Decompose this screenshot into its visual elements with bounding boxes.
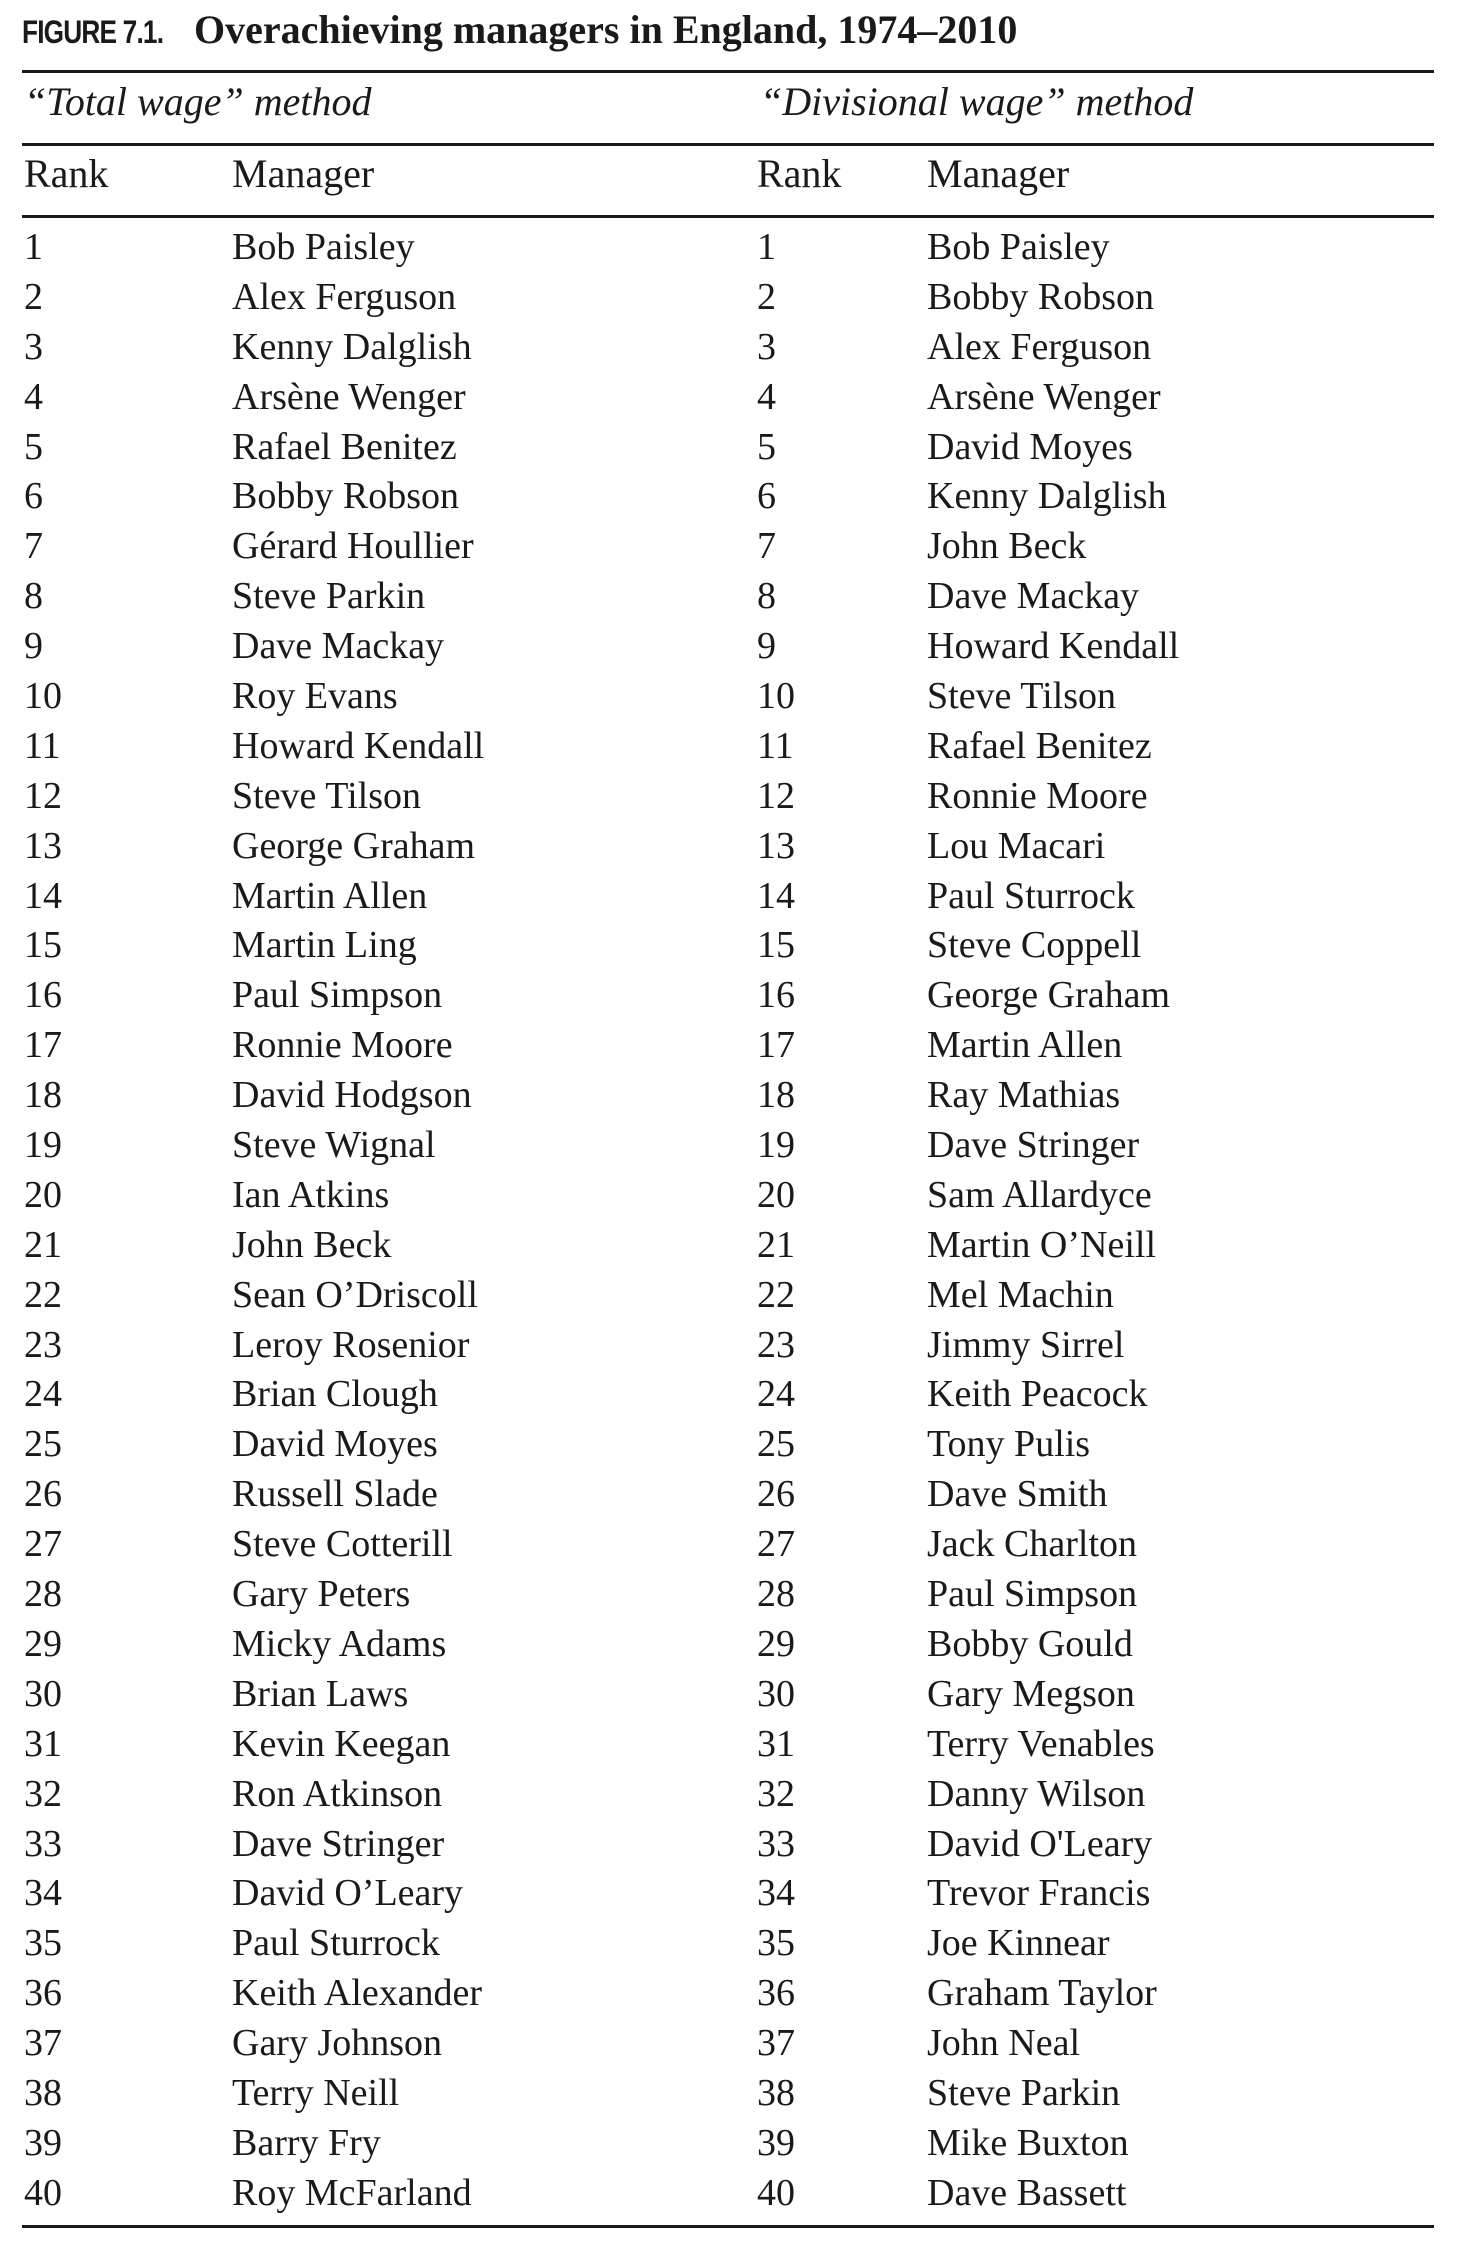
- rank-divisional-wage: 10: [757, 675, 795, 718]
- rank-divisional-wage: 1: [757, 226, 776, 268]
- table-row: [22, 1918, 1434, 1968]
- rank-total-wage: 31: [24, 1722, 62, 1765]
- rank-divisional-wage: 35: [757, 1922, 795, 1965]
- table-row: [22, 372, 1434, 422]
- rank-total-wage: 29: [24, 1622, 62, 1665]
- manager-divisional-wage: Sam Allardyce: [927, 1173, 1152, 1216]
- manager-total-wage: Steve Wignal: [232, 1124, 436, 1167]
- rank-divisional-wage: 36: [757, 1972, 795, 2015]
- bottom-rule: [22, 2225, 1434, 2228]
- table-row: [22, 1868, 1434, 1918]
- manager-divisional-wage: Dave Mackay: [927, 575, 1140, 618]
- manager-total-wage: Russell Slade: [232, 1473, 438, 1516]
- table-row: [22, 1769, 1434, 1819]
- rank-divisional-wage: 16: [757, 974, 795, 1017]
- manager-total-wage: Steve Cotterill: [232, 1523, 453, 1566]
- figure-title: Overachieving managers in England, 1974–2010: [194, 7, 1018, 52]
- manager-divisional-wage: Paul Simpson: [927, 1573, 1138, 1616]
- table-row: [22, 2018, 1434, 2068]
- manager-divisional-wage: Keith Peacock: [927, 1373, 1148, 1416]
- rank-total-wage: 11: [24, 724, 61, 767]
- manager-divisional-wage: Danny Wilson: [927, 1772, 1146, 1815]
- rank-divisional-wage: 2: [757, 275, 776, 318]
- table-row: [22, 1070, 1434, 1120]
- rank-total-wage: 22: [24, 1273, 62, 1316]
- rank-divisional-wage: 13: [757, 824, 795, 867]
- rank-total-wage: 25: [24, 1423, 62, 1466]
- manager-divisional-wage: Steve Coppell: [927, 924, 1142, 967]
- rank-divisional-wage: 38: [757, 2071, 795, 2114]
- manager-divisional-wage: Ray Mathias: [927, 1074, 1121, 1117]
- table-row: [22, 1619, 1434, 1669]
- manager-total-wage: Roy McFarland: [232, 2171, 472, 2214]
- manager-total-wage: Roy Evans: [232, 675, 398, 718]
- rank-total-wage: 8: [24, 575, 43, 618]
- manager-total-wage: Gérard Houllier: [232, 525, 474, 568]
- rank-divisional-wage: 7: [757, 525, 776, 568]
- column-header-rank-right: Rank: [757, 151, 842, 196]
- table-row: [22, 821, 1434, 871]
- rank-divisional-wage: 19: [757, 1124, 795, 1167]
- manager-total-wage: Arsène Wenger: [232, 375, 466, 418]
- rank-total-wage: 23: [24, 1323, 62, 1366]
- table-row: [22, 721, 1434, 771]
- manager-total-wage: David Hodgson: [232, 1074, 472, 1117]
- manager-total-wage: Ian Atkins: [232, 1173, 390, 1216]
- rank-total-wage: 28: [24, 1573, 62, 1616]
- table-row: [22, 970, 1434, 1020]
- table-row: [22, 1519, 1434, 1569]
- rank-divisional-wage: 23: [757, 1323, 795, 1366]
- manager-divisional-wage: Dave Smith: [927, 1473, 1108, 1516]
- spanner-rule: [22, 143, 1434, 146]
- manager-total-wage: Micky Adams: [232, 1622, 447, 1665]
- manager-total-wage: Steve Tilson: [232, 774, 422, 817]
- manager-total-wage: David Moyes: [232, 1423, 438, 1466]
- rank-divisional-wage: 24: [757, 1373, 795, 1416]
- table-row: [22, 222, 1434, 272]
- table-row: [22, 1719, 1434, 1769]
- manager-total-wage: Sean O’Driscoll: [232, 1273, 478, 1316]
- manager-divisional-wage: George Graham: [927, 974, 1171, 1017]
- method-header-total-wage: “Total wage” method: [24, 79, 372, 124]
- manager-divisional-wage: Jimmy Sirrel: [927, 1323, 1125, 1366]
- rank-divisional-wage: 4: [757, 375, 776, 418]
- figure-label: FIGURE 7.1.: [22, 14, 164, 50]
- manager-divisional-wage: David O'Leary: [927, 1822, 1153, 1865]
- rank-divisional-wage: 12: [757, 774, 795, 817]
- figure-caption: [22, 6, 1017, 52]
- rank-total-wage: 16: [24, 974, 62, 1017]
- rank-total-wage: 15: [24, 924, 62, 967]
- table-row: [22, 1819, 1434, 1869]
- rank-divisional-wage: 32: [757, 1772, 795, 1815]
- rank-total-wage: 34: [24, 1872, 62, 1915]
- manager-divisional-wage: Gary Megson: [927, 1672, 1135, 1715]
- manager-total-wage: Paul Simpson: [232, 974, 443, 1017]
- table-row: [22, 920, 1434, 970]
- rank-divisional-wage: 40: [757, 2171, 795, 2214]
- manager-divisional-wage: Steve Parkin: [927, 2071, 1121, 2114]
- manager-total-wage: Rafael Benitez: [232, 425, 457, 468]
- manager-divisional-wage: Bobby Robson: [927, 275, 1154, 318]
- manager-divisional-wage: David Moyes: [927, 425, 1133, 468]
- rank-divisional-wage: 25: [757, 1423, 795, 1466]
- table-row: [22, 1120, 1434, 1170]
- manager-total-wage: Martin Allen: [232, 874, 428, 917]
- rank-total-wage: 9: [24, 625, 43, 668]
- rank-total-wage: 14: [24, 874, 62, 917]
- manager-total-wage: Kenny Dalglish: [232, 325, 472, 368]
- table-row: [22, 871, 1434, 921]
- rank-total-wage: 13: [24, 824, 62, 867]
- manager-divisional-wage: Jack Charlton: [927, 1523, 1138, 1566]
- table-row: [22, 471, 1434, 521]
- manager-total-wage: Alex Ferguson: [232, 275, 457, 318]
- rank-total-wage: 26: [24, 1473, 62, 1516]
- manager-total-wage: Gary Peters: [232, 1573, 411, 1616]
- rank-total-wage: 18: [24, 1074, 62, 1117]
- table-row: [22, 521, 1434, 571]
- rank-divisional-wage: 30: [757, 1672, 795, 1715]
- rank-divisional-wage: 3: [757, 325, 776, 368]
- rank-divisional-wage: 21: [757, 1223, 795, 1266]
- manager-divisional-wage: Mike Buxton: [927, 2121, 1129, 2164]
- manager-divisional-wage: Mel Machin: [927, 1273, 1114, 1316]
- manager-divisional-wage: Martin Allen: [927, 1024, 1123, 1067]
- rank-divisional-wage: 37: [757, 2022, 795, 2065]
- rank-total-wage: 39: [24, 2121, 62, 2164]
- manager-total-wage: Brian Clough: [232, 1373, 438, 1416]
- table-row: [22, 1569, 1434, 1619]
- table-row: [22, 1270, 1434, 1320]
- table-row: [22, 1220, 1434, 1270]
- rank-total-wage: 1: [24, 226, 43, 268]
- table-row: [22, 1170, 1434, 1220]
- manager-divisional-wage: Martin O’Neill: [927, 1223, 1157, 1266]
- manager-divisional-wage: Joe Kinnear: [927, 1922, 1110, 1965]
- manager-divisional-wage: Ronnie Moore: [927, 774, 1148, 817]
- manager-total-wage: John Beck: [232, 1223, 392, 1266]
- manager-divisional-wage: Tony Pulis: [927, 1423, 1091, 1466]
- manager-total-wage: Dave Stringer: [232, 1822, 445, 1865]
- rank-divisional-wage: 34: [757, 1872, 795, 1915]
- manager-divisional-wage: Alex Ferguson: [927, 325, 1152, 368]
- rank-total-wage: 7: [24, 525, 43, 568]
- manager-total-wage: Ronnie Moore: [232, 1024, 453, 1067]
- table-row: [22, 771, 1434, 821]
- rank-divisional-wage: 5: [757, 425, 776, 468]
- rank-total-wage: 4: [24, 375, 43, 418]
- manager-total-wage: Bobby Robson: [232, 475, 459, 518]
- manager-divisional-wage: Rafael Benitez: [927, 724, 1152, 767]
- manager-divisional-wage: John Neal: [927, 2022, 1081, 2065]
- rank-divisional-wage: 6: [757, 475, 776, 518]
- table-row: [22, 1469, 1434, 1519]
- rank-total-wage: 27: [24, 1523, 62, 1566]
- manager-total-wage: Paul Sturrock: [232, 1922, 440, 1965]
- table-row: [22, 1369, 1434, 1419]
- column-header-rank-left: Rank: [24, 151, 109, 196]
- header-rule: [22, 215, 1434, 218]
- table-row: [22, 1020, 1434, 1070]
- rank-total-wage: 3: [24, 325, 43, 368]
- rank-total-wage: 35: [24, 1922, 62, 1965]
- rank-total-wage: 20: [24, 1173, 62, 1216]
- rank-divisional-wage: 28: [757, 1573, 795, 1616]
- manager-total-wage: Howard Kendall: [232, 724, 485, 767]
- rank-total-wage: 38: [24, 2071, 62, 2114]
- rank-total-wage: 12: [24, 774, 62, 817]
- table-row: [22, 1419, 1434, 1469]
- manager-divisional-wage: Dave Bassett: [927, 2171, 1127, 2214]
- table-row: [22, 1320, 1434, 1370]
- manager-total-wage: George Graham: [232, 824, 476, 867]
- rank-divisional-wage: 27: [757, 1523, 795, 1566]
- manager-divisional-wage: John Beck: [927, 525, 1087, 568]
- manager-total-wage: Dave Mackay: [232, 625, 445, 668]
- rank-total-wage: 10: [24, 675, 62, 718]
- manager-divisional-wage: Bob Paisley: [927, 226, 1110, 268]
- rank-total-wage: 24: [24, 1373, 62, 1416]
- rank-total-wage: 33: [24, 1822, 62, 1865]
- rank-total-wage: 32: [24, 1772, 62, 1815]
- manager-divisional-wage: Steve Tilson: [927, 675, 1117, 718]
- manager-total-wage: Martin Ling: [232, 924, 417, 967]
- method-header-divisional-wage: “Divisional wage” method: [760, 79, 1194, 124]
- rank-total-wage: 40: [24, 2171, 62, 2214]
- rank-total-wage: 36: [24, 1972, 62, 2015]
- rank-total-wage: 17: [24, 1024, 62, 1067]
- rank-divisional-wage: 26: [757, 1473, 795, 1516]
- table-row: [22, 322, 1434, 372]
- table-row: [22, 1968, 1434, 2018]
- rank-divisional-wage: 22: [757, 1273, 795, 1316]
- rank-divisional-wage: 17: [757, 1024, 795, 1067]
- manager-total-wage: Gary Johnson: [232, 2022, 443, 2065]
- rank-total-wage: 2: [24, 275, 43, 318]
- rank-divisional-wage: 15: [757, 924, 795, 967]
- manager-total-wage: David O’Leary: [232, 1872, 464, 1915]
- table-row: [22, 2168, 1434, 2218]
- column-header-manager-left: Manager: [232, 151, 375, 196]
- manager-total-wage: Kevin Keegan: [232, 1722, 451, 1765]
- manager-divisional-wage: Bobby Gould: [927, 1622, 1133, 1665]
- rank-total-wage: 19: [24, 1124, 62, 1167]
- manager-total-wage: Brian Laws: [232, 1672, 409, 1715]
- rank-divisional-wage: 20: [757, 1173, 795, 1216]
- manager-total-wage: Steve Parkin: [232, 575, 426, 618]
- rank-divisional-wage: 33: [757, 1822, 795, 1865]
- table-row: [22, 671, 1434, 721]
- manager-divisional-wage: Paul Sturrock: [927, 874, 1135, 917]
- table-row: [22, 422, 1434, 472]
- rank-divisional-wage: 11: [757, 724, 794, 767]
- manager-total-wage: Bob Paisley: [232, 226, 415, 268]
- table-row: [22, 621, 1434, 671]
- table-row: [22, 1669, 1434, 1719]
- column-header-manager-right: Manager: [927, 151, 1070, 196]
- rank-divisional-wage: 8: [757, 575, 776, 618]
- table-row: [22, 571, 1434, 621]
- rank-total-wage: 6: [24, 475, 43, 518]
- rank-total-wage: 5: [24, 425, 43, 468]
- manager-divisional-wage: Kenny Dalglish: [927, 475, 1167, 518]
- top-rule: [22, 70, 1434, 73]
- table-row: [22, 2118, 1434, 2168]
- manager-total-wage: Barry Fry: [232, 2121, 381, 2164]
- rank-total-wage: 21: [24, 1223, 62, 1266]
- manager-divisional-wage: Graham Taylor: [927, 1972, 1157, 2015]
- rank-divisional-wage: 29: [757, 1622, 795, 1665]
- table-body: [22, 222, 1434, 2218]
- manager-total-wage: Keith Alexander: [232, 1972, 483, 2015]
- manager-divisional-wage: Terry Venables: [927, 1722, 1155, 1765]
- manager-divisional-wage: Dave Stringer: [927, 1124, 1140, 1167]
- table-row: [22, 272, 1434, 322]
- rank-total-wage: 30: [24, 1672, 62, 1715]
- manager-divisional-wage: Lou Macari: [927, 824, 1106, 867]
- rank-divisional-wage: 9: [757, 625, 776, 668]
- rank-divisional-wage: 31: [757, 1722, 795, 1765]
- table-row: [22, 2068, 1434, 2118]
- manager-divisional-wage: Howard Kendall: [927, 625, 1180, 668]
- rank-divisional-wage: 18: [757, 1074, 795, 1117]
- manager-total-wage: Leroy Rosenior: [232, 1323, 470, 1366]
- manager-divisional-wage: Arsène Wenger: [927, 375, 1161, 418]
- rank-total-wage: 37: [24, 2022, 62, 2065]
- rank-divisional-wage: 14: [757, 874, 795, 917]
- manager-total-wage: Ron Atkinson: [232, 1772, 443, 1815]
- manager-total-wage: Terry Neill: [232, 2071, 400, 2114]
- manager-divisional-wage: Trevor Francis: [927, 1872, 1151, 1915]
- rank-divisional-wage: 39: [757, 2121, 795, 2164]
